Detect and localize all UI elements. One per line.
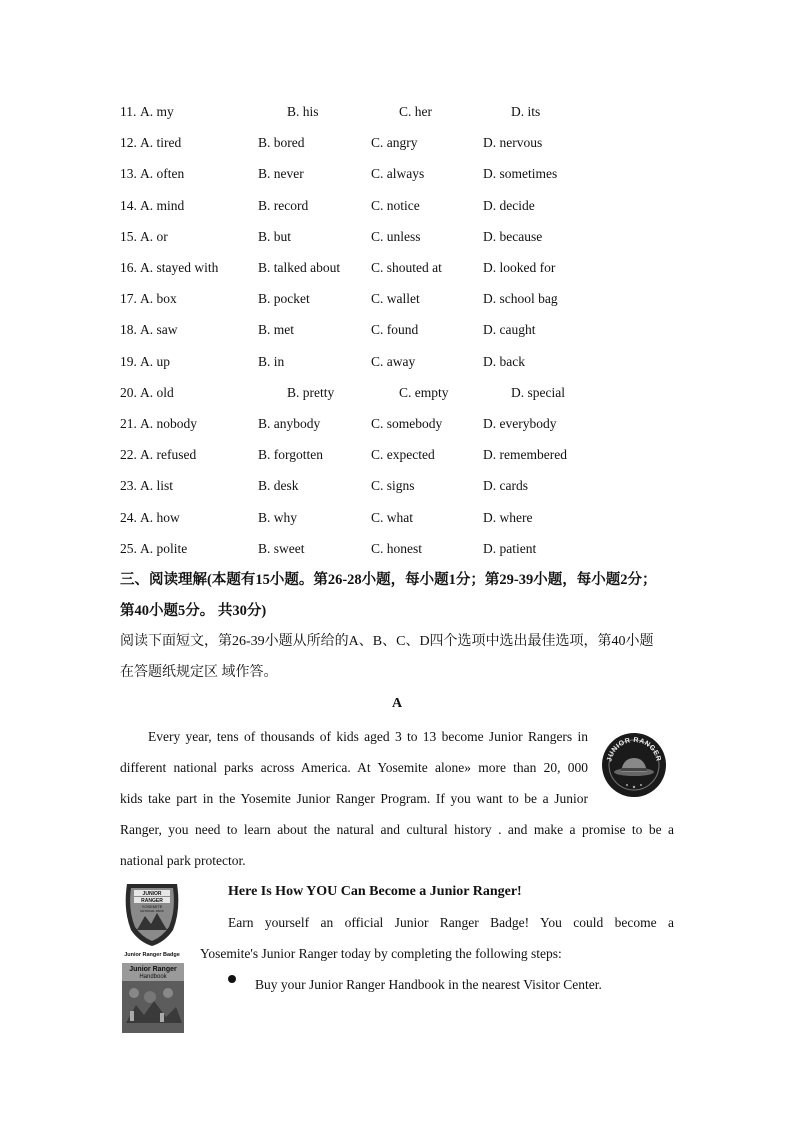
option-a: A. list: [140, 478, 174, 494]
instruction-line2: 在答题纸规定区 域作答。: [120, 665, 278, 680]
option-c: C. unless: [371, 228, 421, 244]
question-number: 19.: [120, 353, 137, 369]
option-d: D. sometimes: [483, 166, 558, 182]
passage-line-5: national park protector.: [120, 853, 246, 868]
option-c: C. honest: [371, 540, 423, 556]
option-d: D. where: [483, 509, 533, 525]
body-line-1: Earn yourself an official Junior Ranger Badge! You could become a: [228, 915, 674, 930]
option-c: C. somebody: [371, 416, 443, 431]
option-a: A. polite: [140, 540, 188, 556]
option-a: A. or: [140, 228, 168, 244]
option-a: A. stayed with: [140, 260, 219, 275]
option-a: A. saw: [140, 322, 178, 338]
option-b: B. why: [258, 509, 298, 525]
body-line-2: Yosemite's Junior Ranger today by completing the following steps:: [200, 946, 562, 961]
bullet-item-1: Buy your Junior Ranger Handbook in the nearest Visitor Center.: [255, 977, 602, 992]
passage-line-1: Every year, tens of thousands of kids aged 3 to 13 become Junior Rangers in: [148, 729, 588, 744]
question-number: 16.: [120, 260, 137, 275]
badge-text-3: YOSEMITE: [141, 904, 163, 909]
option-c: C. wallet: [371, 291, 420, 307]
question-number: 22.: [120, 447, 137, 463]
option-b: B. bored: [258, 135, 305, 151]
option-b: B. pocket: [258, 291, 310, 307]
question-number: 20.: [120, 384, 137, 400]
option-a: A. my: [140, 104, 174, 119]
badge-text-2: RANGER: [141, 898, 163, 904]
option-b: B. desk: [258, 478, 299, 494]
option-a: A. up: [140, 353, 170, 369]
option-a: A. how: [140, 509, 180, 525]
option-c: C. empty: [399, 384, 449, 400]
section-heading-line2: 第40小题5分。 共30分): [120, 603, 267, 619]
question-number: 24.: [120, 509, 137, 525]
question-number: 11.: [120, 104, 137, 119]
instruction-line1: 阅读下面短文，第26-39小题从所给的A、B、C、D四个选项中选出最佳选项，第40小题: [120, 634, 654, 649]
option-b: B. but: [258, 228, 292, 244]
option-b: B. talked about: [258, 260, 341, 275]
option-a: A. refused: [140, 447, 197, 463]
question-number: 14.: [120, 197, 137, 213]
question-number: 25.: [120, 540, 137, 556]
option-c: C. angry: [371, 135, 418, 151]
handbook-title-1: Junior Ranger: [129, 966, 177, 973]
option-d: D. back: [483, 353, 525, 369]
option-d: D. cards: [483, 478, 528, 494]
option-c: C. always: [371, 166, 425, 182]
option-b: B. record: [258, 197, 309, 213]
option-d: D. looked for: [483, 260, 556, 275]
badge-text-4: NATIONAL PARK: [140, 909, 164, 913]
option-d: D. remembered: [483, 447, 567, 463]
passage-line-3: kids take part in the Yosemite Junior Ranger Program. If you want to be a Junior: [120, 791, 588, 806]
bullet-icon: [228, 975, 236, 983]
passage-label: A: [391, 696, 403, 711]
passage-line-4: Ranger, you need to learn about the natural and cultural history . and make a promise to be a: [120, 822, 674, 837]
option-a: A. tired: [140, 135, 182, 151]
option-a: A. old: [140, 384, 174, 400]
badge-text-1: JUNIOR: [142, 891, 162, 897]
option-b: B. sweet: [258, 540, 305, 556]
option-d: D. special: [511, 384, 565, 400]
option-c: C. shouted at: [371, 260, 442, 275]
option-b: B. never: [258, 166, 304, 182]
option-b: B. met: [258, 322, 294, 338]
option-d: D. decide: [483, 197, 535, 213]
option-a: A. mind: [140, 197, 185, 213]
question-number: 21.: [120, 416, 137, 431]
option-b: B. forgotten: [258, 447, 323, 463]
logo-text: JUNIOR RANGER: [606, 736, 662, 763]
question-number: 13.: [120, 166, 137, 182]
handbook-title-2: Handbook: [139, 974, 167, 980]
question-number: 12.: [120, 135, 137, 151]
option-c: C. found: [371, 322, 419, 338]
option-d: D. nervous: [483, 135, 543, 151]
subheading: Here Is How YOU Can Become a Junior Ranger!: [228, 884, 522, 899]
question-number: 18.: [120, 322, 137, 338]
option-c: C. her: [399, 104, 432, 119]
passage-line-2: different national parks across America. At Yosemite alone» more than 20, 000: [120, 760, 588, 775]
option-c: C. away: [371, 353, 416, 369]
option-d: D. patient: [483, 540, 537, 556]
question-number: 17.: [120, 291, 137, 307]
option-b: B. anybody: [258, 416, 321, 431]
option-d: D. everybody: [483, 416, 557, 431]
option-a: A. nobody: [140, 416, 197, 431]
option-a: A. box: [140, 291, 177, 307]
option-d: D. its: [511, 104, 541, 119]
question-number: 15.: [120, 228, 137, 244]
option-d: D. caught: [483, 322, 536, 338]
option-c: C. signs: [371, 478, 415, 494]
section-heading-line1: 三、阅读理解(本题有15小题。第26-28小题，每小题1分；第29-39小题，每小题2分；: [120, 572, 657, 588]
option-c: C. expected: [371, 447, 435, 463]
option-d: D. because: [483, 228, 543, 244]
option-b: B. in: [258, 353, 285, 369]
ranger-badge-icon: [121, 880, 183, 958]
option-c: C. notice: [371, 197, 420, 213]
question-number: 23.: [120, 478, 137, 494]
badge-caption: Junior Ranger Badge: [124, 952, 180, 958]
junior-ranger-logo-icon: [601, 732, 667, 798]
option-d: D. school bag: [483, 291, 558, 307]
option-b: B. his: [287, 104, 319, 119]
option-b: B. pretty: [287, 384, 335, 400]
handbook-cover-icon: [122, 963, 184, 1033]
option-a: A. often: [140, 166, 185, 182]
option-c: C. what: [371, 509, 413, 525]
